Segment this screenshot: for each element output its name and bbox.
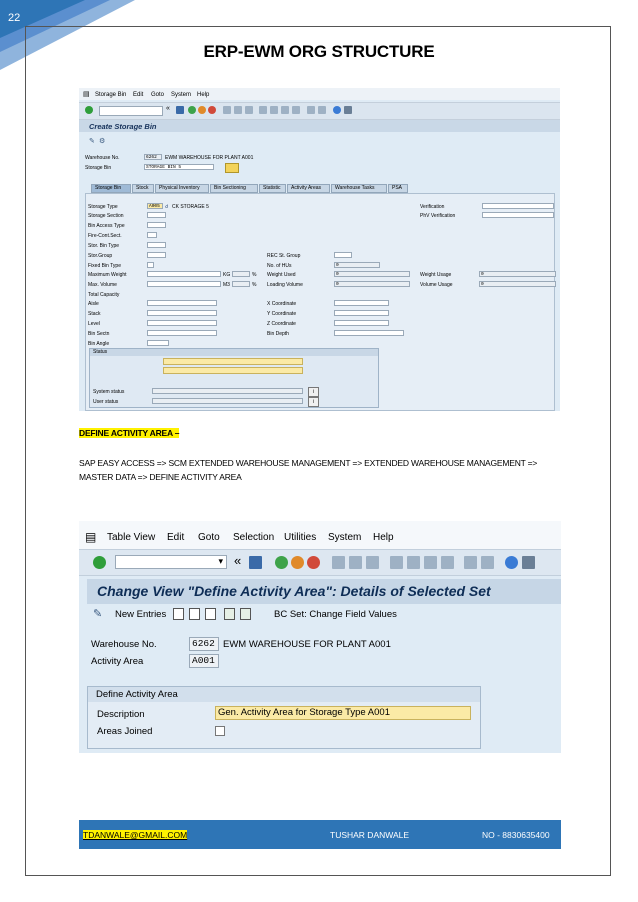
warehouse-no-field[interactable]: 6262: [144, 154, 162, 160]
first-page-icon[interactable]: [390, 556, 403, 569]
y-coordinate-label: Y Coordinate: [267, 311, 297, 317]
find-icon[interactable]: [234, 106, 242, 114]
group-title: Define Activity Area: [88, 687, 480, 702]
loading-volume-label: Loading Volume: [267, 282, 303, 288]
bin-angle-field[interactable]: [147, 340, 169, 346]
no-of-hus-field[interactable]: 0: [334, 262, 380, 268]
warehouse-description: EWM WAREHOUSE FOR PLANT A001: [223, 639, 391, 650]
weight-used-label: Weight Used: [267, 272, 296, 278]
volume-usage-label: Volume Usage: [420, 282, 453, 288]
system-status-field[interactable]: [152, 388, 303, 394]
standard-toolbar: [79, 102, 560, 120]
help-icon[interactable]: [333, 106, 341, 114]
screen-title: Change View "Define Activity Area": Details of Selected Set: [97, 583, 491, 599]
shortcut-icon[interactable]: [481, 556, 494, 569]
footer-bar: [79, 820, 561, 849]
status-highlight-1: [163, 358, 303, 365]
collapse-icon[interactable]: «: [234, 553, 242, 568]
description-field[interactable]: Gen. Activity Area for Storage Type A001: [215, 706, 471, 720]
find-next-icon[interactable]: [366, 556, 379, 569]
stack-label: Stack: [88, 311, 101, 317]
navigation-path: SAP EASY ACCESS => SCM EXTENDED WAREHOUSE MANAGEMENT => EXTENDED WAREHOUSE MANAGEMENT => MASTER DATA => DEFINE ACTIVITY AREA: [79, 458, 538, 482]
system-status-info-icon[interactable]: i: [308, 387, 319, 397]
menu-bar: [79, 88, 560, 100]
status-group-title: Status: [90, 349, 378, 356]
user-status-field[interactable]: [152, 398, 303, 404]
z-coordinate-field[interactable]: [334, 320, 389, 326]
menu-utilities[interactable]: Utilities: [284, 532, 317, 543]
z-coordinate-label: Z Coordinate: [267, 321, 296, 327]
bin-depth-field[interactable]: [334, 330, 404, 336]
layout-icon[interactable]: [344, 106, 352, 114]
warehouse-no-field[interactable]: 6262: [189, 637, 219, 651]
screen-title-bar: [79, 120, 560, 132]
storage-section-field[interactable]: [147, 212, 166, 218]
storage-type-field[interactable]: A005: [147, 203, 163, 209]
storage-bin-field[interactable]: STORAGE BIN 5: [144, 164, 214, 170]
menu-storage-bin[interactable]: Storage Bin: [95, 92, 127, 98]
rec-st-group-label: REC St. Group: [267, 253, 301, 259]
x-coordinate-field[interactable]: [334, 300, 389, 306]
menu-icon[interactable]: ▤: [83, 91, 90, 98]
stor-bin-type-field[interactable]: [147, 242, 166, 248]
menu-system[interactable]: System: [328, 532, 362, 543]
level-label: Level: [88, 321, 100, 327]
cancel-icon[interactable]: [307, 556, 320, 569]
storage-bin-lookup-icon[interactable]: [225, 163, 239, 173]
menu-icon[interactable]: ▤: [85, 530, 97, 544]
cancel-icon[interactable]: [208, 106, 216, 114]
volume-percent: %: [252, 282, 257, 288]
page-number: 22: [8, 12, 21, 24]
menu-goto[interactable]: Goto: [151, 92, 165, 98]
collapse-icon[interactable]: «: [166, 105, 170, 112]
new-entries-button[interactable]: New Entries: [115, 609, 167, 620]
undo-icon[interactable]: [205, 608, 216, 620]
verification-label: Verification: [420, 204, 445, 210]
user-status-label: User status: [93, 399, 119, 405]
menu-table-view[interactable]: Table View: [107, 532, 156, 543]
bin-sectn-label: Bin Sectn: [88, 331, 110, 337]
bin-angle-label: Bin Angle: [88, 341, 110, 347]
stor-group-field[interactable]: [147, 252, 166, 258]
menu-edit[interactable]: Edit: [133, 92, 144, 98]
last-page-icon[interactable]: [292, 106, 300, 114]
menu-edit[interactable]: Edit: [167, 532, 185, 543]
weight-usage-field[interactable]: 0: [479, 271, 556, 277]
previous-entry-icon[interactable]: [224, 608, 235, 620]
next-entry-icon[interactable]: [240, 608, 251, 620]
areas-joined-checkbox[interactable]: [215, 726, 225, 736]
warehouse-no-label: Warehouse No.: [85, 155, 120, 161]
max-volume-field[interactable]: [147, 281, 221, 287]
activity-area-field[interactable]: A001: [189, 654, 219, 668]
weight-usage-label: Weight Usage: [420, 272, 452, 278]
max-volume-label: Max. Volume: [88, 282, 117, 288]
y-coordinate-field[interactable]: [334, 310, 389, 316]
areas-joined-label: Areas Joined: [97, 726, 153, 737]
define-activity-area-group: [87, 686, 481, 749]
back-icon[interactable]: [188, 106, 196, 114]
print-icon[interactable]: [332, 556, 345, 569]
rec-st-group-field[interactable]: [334, 252, 352, 258]
footer-name: TUSHAR DANWALE: [330, 830, 410, 840]
volume-unit: M3: [223, 282, 230, 288]
help-icon[interactable]: [505, 556, 518, 569]
previous-page-icon[interactable]: [270, 106, 278, 114]
menu-system[interactable]: System: [171, 92, 192, 98]
sap-define-activity-area-screenshot: [79, 521, 561, 753]
bin-depth-label: Bin Depth: [267, 331, 289, 337]
menu-selection[interactable]: Selection: [233, 532, 275, 543]
phv-verification-field[interactable]: [482, 212, 554, 218]
bin-access-type-field[interactable]: [147, 222, 166, 228]
activity-area-label: Activity Area: [91, 656, 144, 667]
find-icon[interactable]: [349, 556, 362, 569]
next-page-icon[interactable]: [281, 106, 289, 114]
maximum-weight-field[interactable]: [147, 271, 221, 277]
next-page-icon[interactable]: [424, 556, 437, 569]
maximum-weight-label: Maximum Weight: [88, 272, 127, 278]
status-highlight-2: [163, 367, 303, 374]
enter-icon[interactable]: [85, 106, 93, 114]
copy-icon[interactable]: [173, 608, 184, 620]
aisle-field[interactable]: [147, 300, 217, 306]
tab-psa[interactable]: PSA: [388, 184, 408, 193]
command-field[interactable]: [99, 106, 163, 116]
layout-icon[interactable]: [522, 556, 535, 569]
command-field[interactable]: [115, 555, 227, 569]
screen-title-bar: [87, 579, 561, 604]
tab-storage-bin[interactable]: Storage Bin: [91, 184, 131, 193]
weight-unit-field[interactable]: [232, 271, 250, 277]
delete-icon[interactable]: [189, 608, 200, 620]
standard-toolbar: [79, 549, 561, 576]
warehouse-description: EWM WAREHOUSE FOR PLANT A001: [165, 155, 254, 161]
storage-type-description: CK STORAGE 5: [172, 204, 209, 210]
new-session-icon[interactable]: [464, 556, 477, 569]
verification-field[interactable]: [482, 203, 554, 209]
menu-goto[interactable]: Goto: [198, 532, 220, 543]
page-title: ERP-EWM ORG STRUCTURE: [203, 42, 435, 61]
exit-icon[interactable]: [198, 106, 206, 114]
back-icon[interactable]: [275, 556, 288, 569]
stor-bin-type-label: Stor. Bin Type: [88, 243, 120, 249]
pencil-icon[interactable]: ✎: [89, 138, 95, 145]
enter-icon[interactable]: [93, 556, 106, 569]
footer-phone: NO - 8830635400: [482, 830, 550, 840]
total-capacity-label: Total Capacity: [88, 292, 120, 298]
fixed-bin-type-field[interactable]: [147, 262, 154, 268]
storage-type-label: Storage Type: [88, 204, 118, 210]
menu-help[interactable]: Help: [197, 92, 210, 98]
sap-create-storage-bin-screenshot: [79, 88, 560, 411]
bin-access-type-label: Bin Access Type: [88, 223, 125, 229]
warehouse-no-label: Warehouse No.: [91, 639, 157, 650]
fire-cont-sect-label: Fire-Cont.Sect.: [88, 233, 122, 239]
first-page-icon[interactable]: [259, 106, 267, 114]
weight-percent: %: [252, 272, 257, 278]
x-coordinate-label: X Coordinate: [267, 301, 297, 307]
shortcut-icon[interactable]: [318, 106, 326, 114]
save-icon[interactable]: [176, 106, 184, 114]
storage-bin-label: Storage Bin: [85, 165, 112, 171]
display-change-icon[interactable]: ⚙: [99, 138, 106, 145]
print-icon[interactable]: [223, 106, 231, 114]
fixed-bin-type-label: Fixed Bin Type: [88, 263, 121, 269]
user-status-info-icon[interactable]: i: [308, 397, 319, 407]
new-session-icon[interactable]: [307, 106, 315, 114]
application-toolbar: [87, 605, 561, 627]
storage-section-label: Storage Section: [88, 213, 124, 219]
phv-verification-label: PhV Verification: [420, 213, 456, 219]
find-next-icon[interactable]: [245, 106, 253, 114]
stack-field[interactable]: [147, 310, 217, 316]
aisle-label: Aisle: [88, 301, 99, 307]
bc-set-button[interactable]: BC Set: Change Field Values: [274, 609, 397, 620]
weight-used-field[interactable]: 0: [334, 271, 410, 277]
weight-unit: KG: [223, 272, 231, 278]
save-icon[interactable]: [249, 556, 262, 569]
command-dropdown-icon[interactable]: ▾: [218, 556, 223, 566]
system-status-label: System status: [93, 389, 125, 395]
volume-usage-field[interactable]: 0: [479, 281, 556, 287]
tab-activity-areas[interactable]: Activity Areas: [287, 184, 330, 193]
previous-page-icon[interactable]: [407, 556, 420, 569]
tab-bin-sectioning[interactable]: Bin Sectioning: [210, 184, 258, 193]
bin-sectn-field[interactable]: [147, 330, 217, 336]
screen-title: Create Storage Bin: [89, 122, 157, 131]
define-activity-area-heading: DEFINE ACTIVITY AREA –: [79, 428, 180, 438]
loading-volume-field[interactable]: 0: [334, 281, 410, 287]
level-field[interactable]: [147, 320, 217, 326]
footer-email[interactable]: TDANWALE@GMAIL.COM: [83, 830, 188, 840]
menu-bar: [79, 521, 561, 549]
tab-warehouse-tasks[interactable]: Warehouse Tasks: [331, 184, 387, 193]
new-entries-icon[interactable]: ✎: [93, 608, 103, 620]
last-page-icon[interactable]: [441, 556, 454, 569]
exit-icon[interactable]: [291, 556, 304, 569]
volume-unit-field[interactable]: [232, 281, 250, 287]
tab-statistic[interactable]: Statistic: [259, 184, 286, 193]
tab-stock[interactable]: Stock: [132, 184, 154, 193]
menu-help[interactable]: Help: [373, 532, 394, 543]
fire-cont-sect-field[interactable]: [147, 232, 157, 238]
tab-physical-inventory[interactable]: Physical Inventory: [155, 184, 209, 193]
stor-group-label: Stor.Group: [88, 253, 113, 259]
no-of-hus-label: No. of HUs: [267, 263, 292, 269]
description-label: Description: [97, 709, 145, 720]
storage-type-search-icon[interactable]: ☌: [165, 204, 169, 210]
